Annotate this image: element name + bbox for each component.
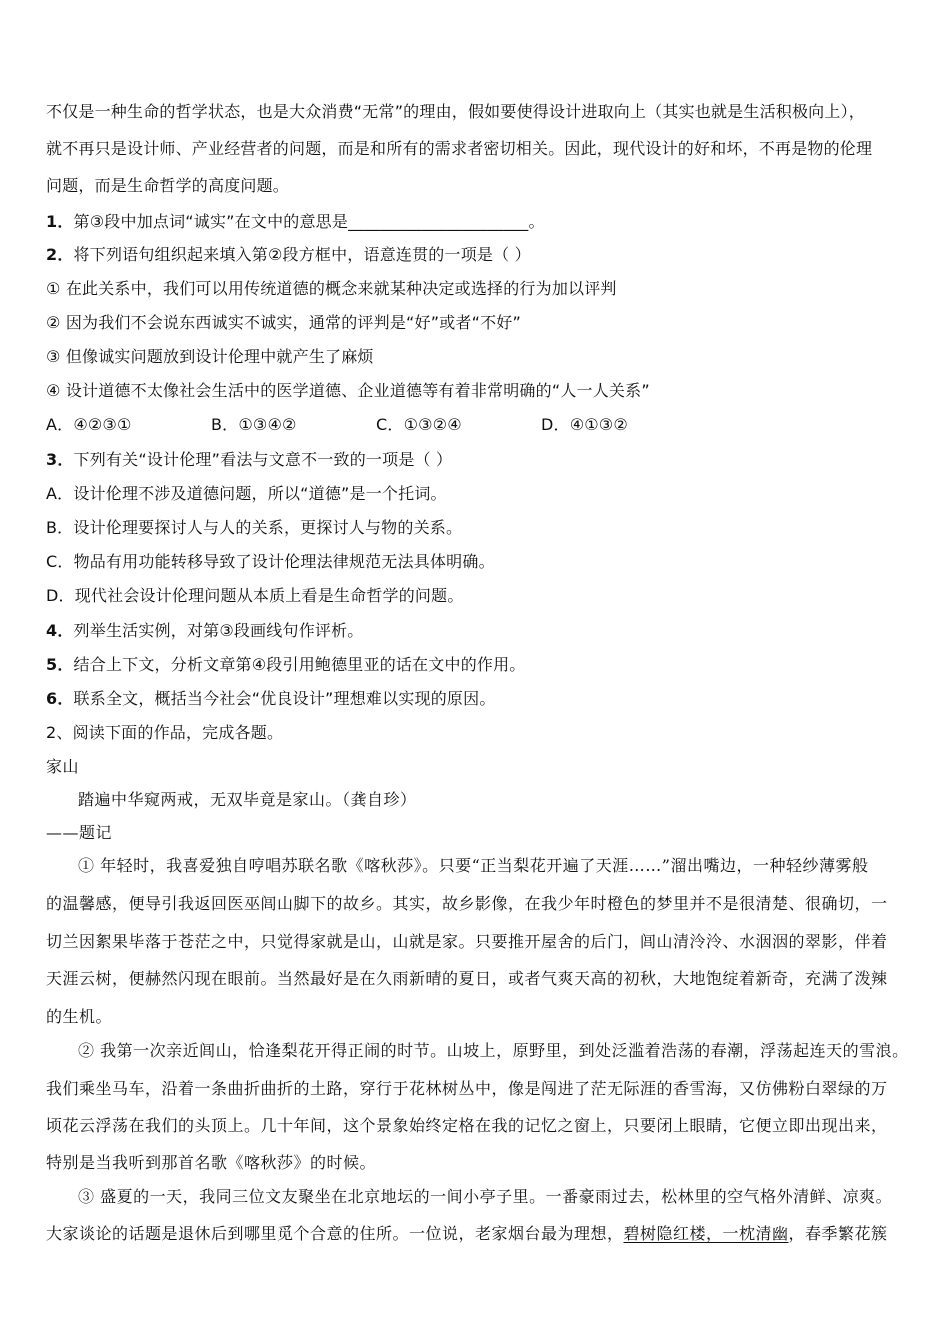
question-text: 将下列语句组织起来填入第②段方框中，语意连贯的一项是（ ） (73, 245, 531, 264)
paragraph-line: 切兰因絮果毕落于苍茫之中，只觉得家就是山，山就是家。只要推开屋舍的后门，闾山清泠泠、水洇洇的翠影，伴着 (46, 932, 888, 951)
article-title: 家山 (46, 757, 80, 776)
sentence-1: ① 在此关系中，我们可以用传统道德的概念来就某种决定或选择的行为加以评判 (46, 279, 617, 298)
question-number: 1． (46, 212, 74, 231)
paragraph-line (46, 1223, 920, 1245)
text-run: ，春季繁花簇 (788, 1224, 888, 1243)
option-c: C．物品有用功能转移导致了设计伦理法律规范无法具体明确。 (46, 552, 495, 571)
sentence-4: ④ 设计道德不太像社会生活中的医学道德、企业道德等有着非常明确的“人一人关系” (46, 381, 650, 400)
paragraph-line: 就不再只是设计师、产业经营者的问题，而是和所有的需求者密切相关。因此，现代设计的好和坏，不再是物的伦理 (46, 139, 873, 158)
option-b: B．①③④② (211, 415, 297, 434)
answer-options (46, 414, 920, 436)
question-text: 列举生活实例，对第③段画线句作评析。 (73, 621, 364, 640)
paragraph-line: 的温馨感，便导引我返回医巫闾山脚下的故乡。其实，故乡影像，在我少年时橙色的梦里并不是很清楚、很确切，一 (46, 894, 888, 913)
underlined-phrase: 碧树隐红楼，一枕清幽 (623, 1224, 789, 1243)
option-a: A．④②③① (46, 415, 132, 434)
paragraph-line: ① 年轻时，我喜爱独自哼唱苏联名歌《喀秋莎》。只要“正当梨花开遍了天涯……”溜出嘴边，一种轻纱薄雾般 (78, 856, 869, 875)
paragraph-line: 顷花云浮荡在我们的头顶上。几十年间，这个景象始终定格在我的记忆之窗上，只要闭上眼睛，它便立即出现出来， (46, 1116, 888, 1135)
text-run: 大家谈论的话题是退休后到哪里觅个合意的住所。一位说，老家烟台最为理想， (46, 1224, 624, 1243)
option-c: C．①③②④ (376, 415, 462, 434)
paragraph-line: 不仅是一种生命的哲学状态，也是大众消费“无常”的理由，假如要使得设计进取向上（其实也就是生活积极向上）， (46, 102, 865, 121)
question-text: 结合上下文，分析文章第④段引用鲍德里亚的话在文中的作用。 (73, 655, 526, 674)
option-d: D．④①③② (541, 415, 628, 434)
question-number: 4． (46, 621, 74, 640)
paragraph-line: 的生机。 (46, 1007, 113, 1026)
paragraph-line: 我们乘坐马车，沿着一条曲折曲折的土路，穿行于花林树丛中，像是闯进了茫无际涯的香雪海，又仿佛粉白翠绿的万 (46, 1079, 888, 1098)
epigraph: 踏遍中华窥两戒，无双毕竟是家山。（龚自珍） (78, 790, 417, 809)
question-number: 2． (46, 245, 74, 264)
question-6 (46, 688, 920, 710)
paragraph-line: 问题，而是生命哲学的高度问题。 (46, 176, 290, 195)
question-text: 下列有关“设计伦理”看法与文意不一致的一项是（ ） (73, 450, 453, 469)
paragraph-line: ② 我第一次亲近闾山，恰逢梨花开得正闹的时节。山坡上，原野里，到处泛滥着浩荡的春潮，浮荡起连天的雪浪。 (78, 1041, 909, 1060)
dotted-word: 泼辣 (854, 969, 888, 988)
paragraph-line: 特别是当我听到那首名歌《喀秋莎》的时候。 (46, 1153, 377, 1172)
option-d: D．现代社会设计伦理问题从本质上看是生命哲学的问题。 (46, 586, 464, 605)
sentence-2: ② 因为我们不会说东西诚实不诚实，通常的评判是“好”或者“不好” (46, 313, 521, 332)
text-run: 天涯云树，便赫然闪现在眼前。当然最好是在久雨新晴的夏日，或者气爽天高的初秋，大地饱绽着新奇，充满了 (46, 969, 855, 988)
question-text: 联系全文，概括当今社会“优良设计”理想难以实现的原因。 (73, 689, 496, 708)
question-4 (46, 620, 920, 642)
option-a: A．设计伦理不涉及道德问题，所以“道德”是一个托词。 (46, 484, 447, 503)
paragraph-line: ③ 盛夏的一天，我同三位文友聚坐在北京地坛的一间小亭子里。一番豪雨过去，松林里的空气格外清鲜、凉爽。 (78, 1187, 893, 1206)
question-2 (46, 244, 920, 266)
question-5 (46, 654, 920, 676)
question-1 (46, 211, 920, 233)
sentence-3: ③ 但像诚实问题放到设计伦理中就产生了麻烦 (46, 347, 374, 366)
question-number: 5． (46, 655, 74, 674)
question-3 (46, 449, 920, 471)
question-number: 6． (46, 689, 74, 708)
section-heading: 2、阅读下面的作品，完成各题。 (46, 723, 284, 742)
question-text: 第③段中加点词“诚实”在文中的意思是______________________。 (73, 212, 545, 231)
paragraph-line (46, 968, 920, 990)
option-b: B．设计伦理要探讨人与人的关系，更探讨人与物的关系。 (46, 518, 463, 537)
question-number: 3． (46, 450, 74, 469)
epigraph-note: ——题记 (46, 823, 113, 842)
